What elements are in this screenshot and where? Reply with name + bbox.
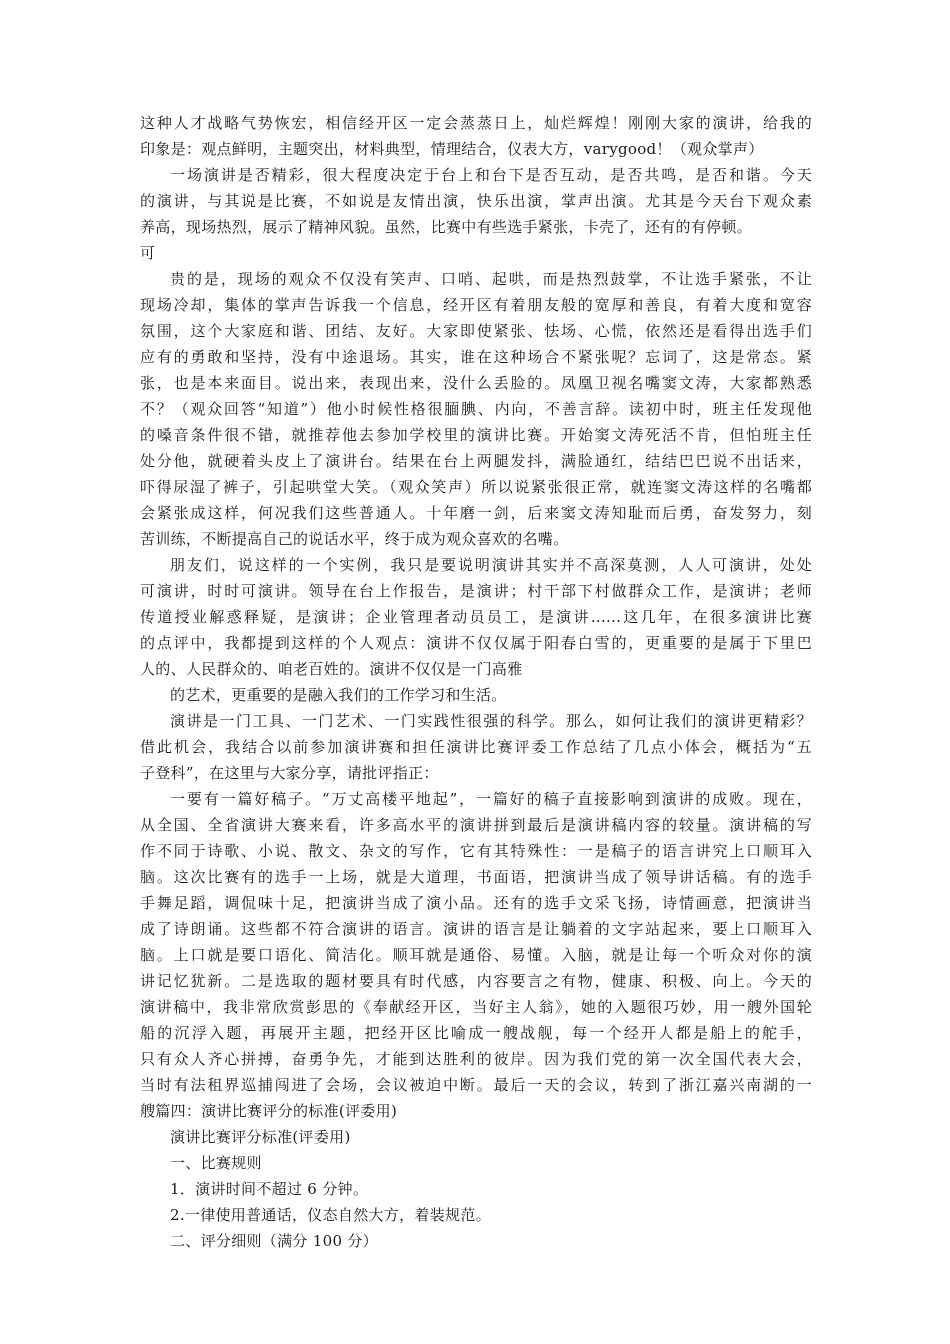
- document-page: [140, 110, 812, 1254]
- text-line: 氛围，这个大家庭和谐、团结、友好。大家即使紧张、怯场、心慌，依然还是看得出选手们: [140, 322, 812, 340]
- section-title: 演讲比赛评分标准(评委用): [170, 1128, 351, 1146]
- text-line: 人的、人民群众的、咱老百姓的。演讲不仅仅是一门高雅: [140, 660, 523, 678]
- text-line: 处分他，就硬着头皮上了演讲台。结果在台上两腿发抖，满脸通红，结结巴巴说不出话来，: [140, 452, 812, 470]
- text-line: 的点评中，我都提到这样的个人观点：演讲不仅仅属于阳春白雪的，更重要的是属于下里巴: [140, 634, 812, 652]
- text-line: 脑。上口就是要口语化、简洁化。顺耳就是通俗、易懂。入脑，就是让每一个听众对你的演: [140, 946, 812, 964]
- text-line: 船的沉浮入题，再展开主题，把经开区比喻成一艘战舰，每一个经开人都是船上的舵手，: [140, 1024, 812, 1042]
- section-heading: 一、比赛规则: [170, 1154, 262, 1172]
- text-line: 脑。这次比赛有的选手一上场，就是大道理，书面语，把演讲当成了领导讲话稿。有的选手: [140, 868, 812, 886]
- text-line: 这种人才战略气势恢宏，相信经开区一定会蒸蒸日上，灿烂辉煌！刚刚大家的演讲，给我的: [140, 114, 812, 132]
- text-line: 可: [140, 244, 156, 262]
- paragraph-start: 朋友们，说这样的一个实例，我只是要说明演讲其实并不高深莫测，人人可演讲，处处: [170, 556, 812, 574]
- text-line: 借此机会，我结合以前参加演讲赛和担任演讲比赛评委工作总结了几点小体会，概括为“五: [140, 738, 812, 756]
- text-line: 演讲稿中，我非常欣赏彭思的《奉献经开区，当好主人翁》，她的入题很巧妙，用一艘外国轮: [140, 998, 812, 1016]
- rule-item: 1．演讲时间不超过 6 分钟。: [170, 1180, 369, 1198]
- paragraph-start: 一场演讲是否精彩，很大程度决定于台上和台下是否互动，是否共鸣，是否和谐。今天: [170, 166, 812, 184]
- text-line: 子登科”，在这里与大家分享，请批评指正：: [140, 764, 439, 782]
- text-line: 手舞足蹈，调侃味十足，把演讲当成了演小品。还有的选手文采飞扬，诗情画意，把演讲当: [140, 894, 812, 912]
- text-line: 讲记忆犹新。二是选取的题材要具有时代感，内容要言之有物，健康、积极、向上。今天的: [140, 972, 812, 990]
- text-line: 当时有法租界巡捕闯进了会场，会议被迫中断。最后一天的会议，转到了浙江嘉兴南湖的一: [140, 1076, 812, 1094]
- text-line: 的艺术，更重要的是融入我们的工作学习和生活。: [170, 686, 507, 704]
- text-line: 作不同于诗歌、小说、散文、杂文的写作，它有其特殊性：一是稿子的语言讲究上口顺耳入: [140, 842, 812, 860]
- text-line: 的演讲，与其说是比赛，不如说是友情出演，快乐出演，掌声出演。尤其是今天台下观众素: [140, 192, 812, 210]
- text-line: 的嗓音条件很不错，就推荐他去参加学校里的演讲比赛。开始窦文涛死活不肯，但怕班主任: [140, 426, 812, 444]
- text-line: 苦训练，不断提高自己的说话水平，终于成为观众喜欢的名嘴。: [140, 530, 569, 548]
- text-line: 现场冷却，集体的掌声告诉我一个信息，经开区有着朋友般的宽厚和善良，有着大度和宽容: [140, 296, 812, 314]
- text-line: 只有众人齐心拼搏，奋勇争先，才能到达胜利的彼岸。因为我们党的第一次全国代表大会，: [140, 1050, 812, 1068]
- text-line: 养高，现场热烈，展示了精神风貌。虽然，比赛中有些选手紧张，卡壳了，还有的有停顿。: [140, 218, 753, 236]
- text-line: 张，也是本来面目。说出来，表现出来，没什么丢脸的。凤凰卫视名嘴窦文涛，大家都熟悉: [140, 374, 812, 392]
- text-line: 艘篇四：演讲比赛评分的标准(评委用): [140, 1102, 398, 1120]
- section-heading: 二、评分细则（满分 100 分）: [170, 1232, 378, 1250]
- text-line: 成了诗朗诵。这些都不符合演讲的语言。演讲的语言是让躺着的文字站起来，要上口顺耳入: [140, 920, 812, 938]
- text-line: 从全国、全省演讲大赛来看，许多高水平的演讲拼到最后是演讲稿内容的较量。演讲稿的写: [140, 816, 812, 834]
- text-line: 不？（观众回答“知道”）他小时候性格很腼腆、内向，不善言辞。读初中时，班主任发现他: [140, 400, 812, 418]
- paragraph-start: 贵的是，现场的观众不仅没有笑声、口哨、起哄，而是热烈鼓掌，不让选手紧张，不让: [170, 270, 812, 288]
- text-line: 传道授业解惑释疑，是演讲；企业管理者动员员工，是演讲......这几年，在很多演讲比赛: [140, 608, 812, 626]
- text-line: 会紧张成这样，何况我们这些普通人。十年磨一剑，后来窦文涛知耻而后勇，奋发努力，刻: [140, 504, 812, 522]
- paragraph-start: 一要有一篇好稿子。“万丈高楼平地起”，一篇好的稿子直接影响到演讲的成败。现在，: [170, 790, 812, 808]
- text-line: 吓得尿湿了裤子，引起哄堂大笑。（观众笑声）所以说紧张很正常，就连窦文涛这样的名嘴都: [140, 478, 812, 496]
- text-line: 可演讲，时时可演讲。领导在台上作报告，是演讲；村干部下村做群众工作，是演讲；老师: [140, 582, 812, 600]
- text-line: 应有的勇敢和坚持，没有中途退场。其实，谁在这种场合不紧张呢？忘词了，这是常态。紧: [140, 348, 812, 366]
- text-line: 印象是：观点鲜明，主题突出，材料典型，情理结合，仪表大方，varygood！（观众掌声）: [140, 140, 764, 158]
- rule-item: 2.一律使用普通话，仪态自然大方，着装规范。: [170, 1206, 491, 1224]
- paragraph-start: 演讲是一门工具、一门艺术、一门实践性很强的科学。那么，如何让我们的演讲更精彩？: [170, 712, 812, 730]
